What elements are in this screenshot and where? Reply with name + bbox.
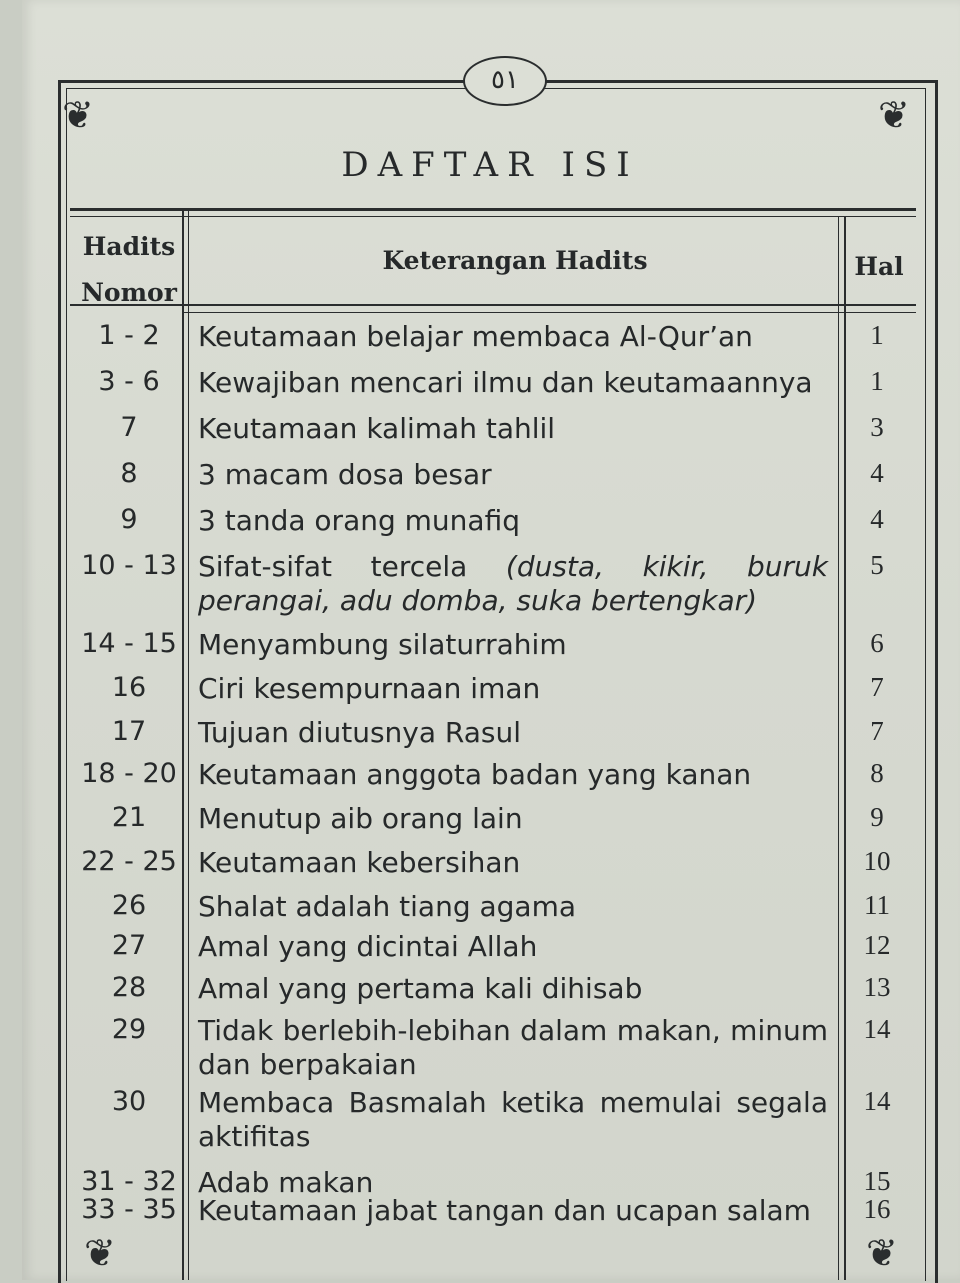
hadits-description-note: (dusta, kikir, buruk perangai, adu domba, suka bertengkar) [198,550,828,617]
hadits-number: 30 [111,1086,147,1117]
page-ref: 15 [863,1166,891,1196]
hadits-description [198,758,828,792]
hadits-description-text: 3 tanda orang munafiq [198,504,520,537]
hadits-description [198,1194,828,1228]
page-ref: 13 [863,972,891,1002]
page-ref: 4 [870,458,884,488]
hadits-description-text: Keutamaan kalimah tahlil [198,412,556,445]
hadits-description-text: Membaca Basmalah ketika memulai segala aktifitas [198,1086,828,1153]
header-hal: Hal [854,252,904,281]
hadits-description-text: Adab makan [198,1166,374,1199]
corner-ornament-icon: ❦ [866,1231,898,1275]
hadits-description-text: Shalat adalah tiang agama [198,890,577,923]
page-ref: 1 [870,320,884,350]
hadits-number: 10 - 13 [81,550,177,581]
hadits-number: 21 [111,802,147,833]
hadits-number: 29 [111,1014,147,1045]
hadits-description-text: Menyambung silaturrahim [198,628,567,661]
hadits-description-text: Kewajiban mencari ilmu dan keutamaannya [198,366,813,399]
page-ref: 3 [870,412,884,442]
page-ref: 5 [870,550,884,580]
page-ref: 7 [870,672,884,702]
hadits-description [198,550,828,618]
hadits-number: 9 [120,504,138,535]
page-ref: 7 [870,716,884,746]
hadits-description [198,890,828,924]
hadits-number: 8 [120,458,138,489]
hadits-number: 17 [111,716,147,747]
hadits-description-text: Tujuan diutusnya Rasul [198,716,522,749]
hadits-description [198,320,828,354]
hadits-description-text: Amal yang pertama kali dihisab [198,972,643,1005]
page-ref: 9 [870,802,884,832]
hadits-number: 16 [111,672,147,703]
hadits-description-text: Tidak berlebih-lebihan dalam makan, minum dan berpakaian [198,1014,828,1081]
page-ref: 4 [870,504,884,534]
page-ref: 6 [870,628,884,658]
header-keterangan: Keterangan Hadits [382,246,648,275]
hadits-description [198,716,828,750]
hadits-number: 7 [120,412,138,443]
page-ref: 16 [863,1194,891,1224]
page-ref: 8 [870,758,884,788]
page-ref: 14 [863,1014,891,1044]
header-nomor-label: Nomor [81,278,177,307]
hadits-number: 22 - 25 [81,846,177,877]
hadits-description-text: Sifat-sifat tercela [198,550,468,583]
page-ref: 1 [870,366,884,396]
hadits-description [198,628,828,662]
hadits-description [198,930,828,964]
hadits-number: 26 [111,890,147,921]
corner-ornament-icon: ❦ [62,93,94,137]
hadits-description [198,458,828,492]
hadits-number: 28 [111,972,147,1003]
hadits-description [198,802,828,836]
page-title: DAFTAR ISI [341,144,639,185]
page-number: ٥١ [463,56,547,106]
page-ref: 10 [863,846,891,876]
page-ref: 14 [863,1086,891,1116]
header-hadits-label: Hadits [82,232,176,261]
hadits-description [198,504,828,538]
hadits-description [198,972,828,1006]
corner-ornament-icon: ❦ [878,93,910,137]
hadits-description [198,846,828,880]
hadits-description-text: Ciri kesempurnaan iman [198,672,541,705]
hadits-description-text: Keutamaan kebersihan [198,846,521,879]
page-ref: 12 [863,930,891,960]
hadits-description-text: Keutamaan jabat tangan dan ucapan salam [198,1194,811,1227]
page-ref: 11 [864,890,890,920]
corner-ornament-icon: ❦ [84,1231,116,1275]
hadits-description-text: Amal yang dicintai Allah [198,930,538,963]
hadits-number: 18 - 20 [81,758,177,789]
hadits-number: 31 - 32 [81,1166,177,1197]
hadits-description [198,672,828,706]
hadits-description [198,366,828,400]
hadits-description [198,1086,828,1154]
hadits-description-text: Keutamaan anggota badan yang kanan [198,758,752,791]
hadits-number: 3 - 6 [98,366,160,397]
hadits-description-text: Keutamaan belajar membaca Al-Qur’an [198,320,753,353]
hadits-description [198,1014,828,1082]
hadits-number: 33 - 35 [81,1194,177,1225]
hadits-description-text: 3 macam dosa besar [198,458,492,491]
hadits-number: 14 - 15 [81,628,177,659]
hadits-description [198,412,828,446]
hadits-number: 27 [111,930,147,961]
hadits-number: 1 - 2 [98,320,160,351]
hadits-description-text: Menutup aib orang lain [198,802,523,835]
